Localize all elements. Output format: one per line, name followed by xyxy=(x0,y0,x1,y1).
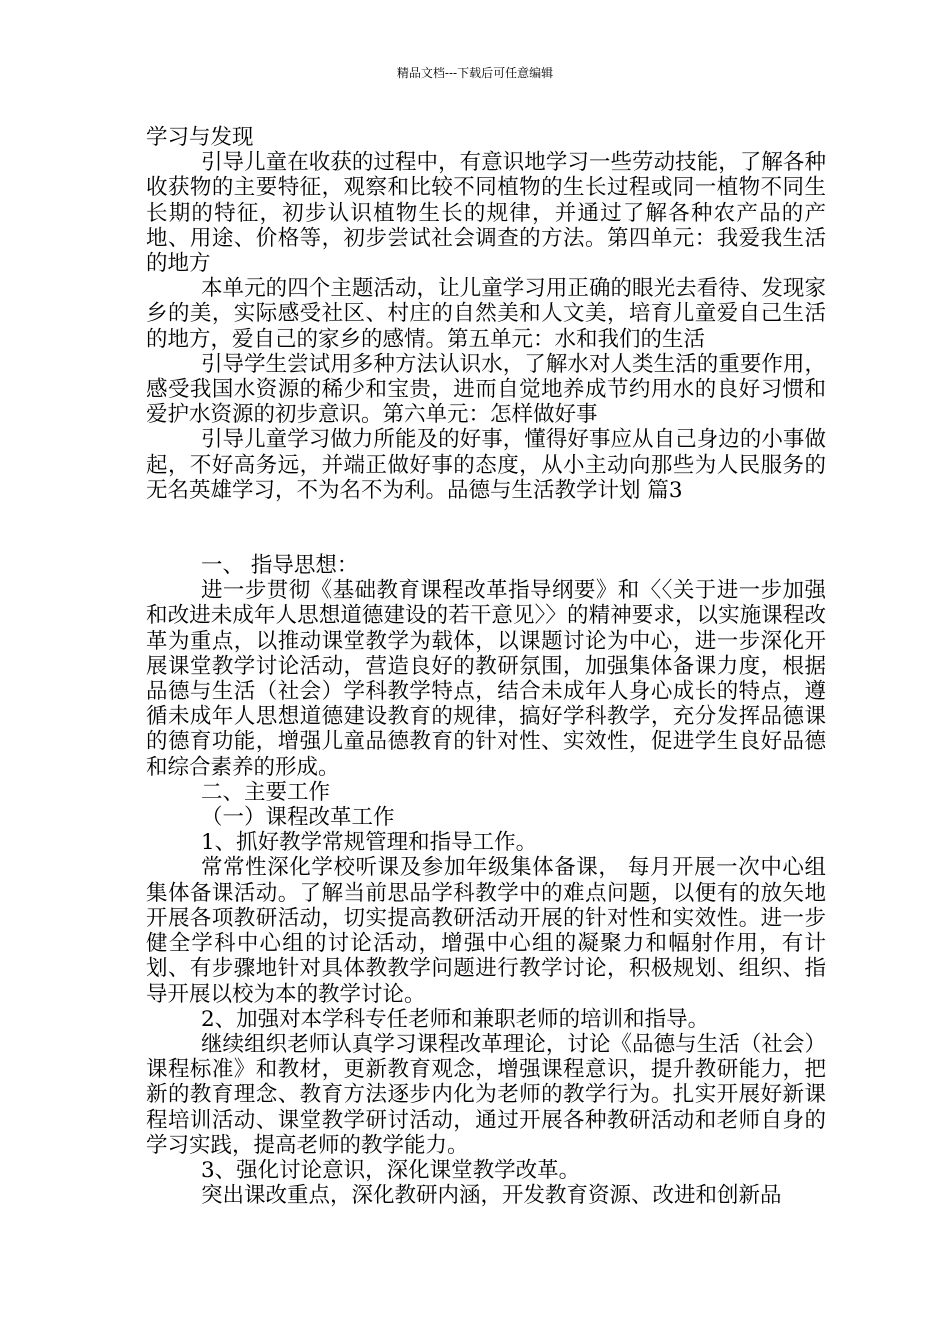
subsection-heading: （一）课程改革工作 xyxy=(201,805,395,831)
section-heading: 一、 指导思想： xyxy=(201,553,359,579)
paragraph: 继续组织老师认真学习课程改革理论，讨论《品德与生活（社会）课程标准》和教材，更新教育观念，增强课程意识，提升教研能力，把新的教育理念、教育方法逐步内化为老师的教学行为。扎实开展好新课程培训活动、课堂教学研讨活动，通过开展各种教研活动和老师自身的学习实践，提高老师的教学能力。 xyxy=(146,1031,826,1158)
page-header: 精品文档---下载后可任意编辑 xyxy=(396,66,554,80)
paragraph: 本单元的四个主题活动，让儿童学习用正确的眼光去看待、发现家乡的美，实际感受社区、村庄的自然美和人文美，培育儿童爱自己生活的地方，爱自己的家乡的感情。第五单元：水和我们的生活 xyxy=(146,276,826,352)
paragraph: 引导儿童在收获的过程中，有意识地学习一些劳动技能，了解各种收获物的主要特征，观察和比较不同植物的生长过程或同一植物不同生长期的特征，初步认识植物生长的规律，并通过了解各种农产品的产地、用途、价格等，初步尝试社会调查的方法。第四单元：我爱我生活的地方 xyxy=(146,150,826,277)
paragraph: 引导学生尝试用多种方法认识水，了解水对人类生活的重要作用，感受我国水资源的稀少和宝贵，进而自觉地养成节约用水的良好习惯和爱护水资源的初步意识。第六单元：怎样做好事 xyxy=(146,351,826,428)
paragraph: 常常性深化学校听课及参加年级集体备课， 每月开展一次中心组集体备课活动。了解当前思品学科教学中的难点问题，以便有的放矢地开展各项教研活动，切实提高教研活动开展的针对性和实效性。进一步健全学科中心组的讨论活动，增强中心组的凝聚力和幅射作用，有计划、有步骤地针对具体教教学问题进行教学讨论，积极规划、组织、指导开展以校为本的教学讨论。 xyxy=(146,855,826,1007)
spacer xyxy=(146,503,826,553)
paragraph: 引导儿童学习做力所能及的好事，懂得好事应从自己身边的小事做起，不好高务远，并端正做好事的态度，从小主动向那些为人民服务的无名英雄学习，不为名不为利。品德与生活教学计划 篇3 xyxy=(146,427,826,503)
document-body xyxy=(146,125,826,1208)
paragraph: 突出课改重点，深化教研内涵，开发教育资源、改进和创新品 xyxy=(201,1183,782,1209)
list-heading: 1、抓好教学常规管理和指导工作。 xyxy=(201,830,538,856)
section-heading: 二、主要工作 xyxy=(201,779,331,805)
list-heading: 2、加强对本学科专任老师和兼职老师的培训和指导。 xyxy=(201,1006,710,1032)
list-heading: 3、强化讨论意识，深化课堂教学改革。 xyxy=(201,1157,581,1183)
paragraph-heading-study: 学习与发现 xyxy=(146,125,254,150)
paragraph: 进一步贯彻《基础教育课程改革指导纲要》和〈〈关于进一步加强和改进未成年人思想道德建设的若干意见〉〉的精神要求，以实施课程改革为重点，以推动课堂教学为载体，以课题讨论为中心，进一步深化开展课堂教学讨论活动，营造良好的教研氛围，加强集体备课力度，根据品德与生活（社会）学科教学特点，结合未成年人身心成长的特点，遵循未成年人思想道德建设教育的规律，搞好学科教学，充分发挥品德课的德育功能，增强儿童品德教育的针对性、实效性，促进学生良好品德和综合素养的形成。 xyxy=(146,578,826,780)
